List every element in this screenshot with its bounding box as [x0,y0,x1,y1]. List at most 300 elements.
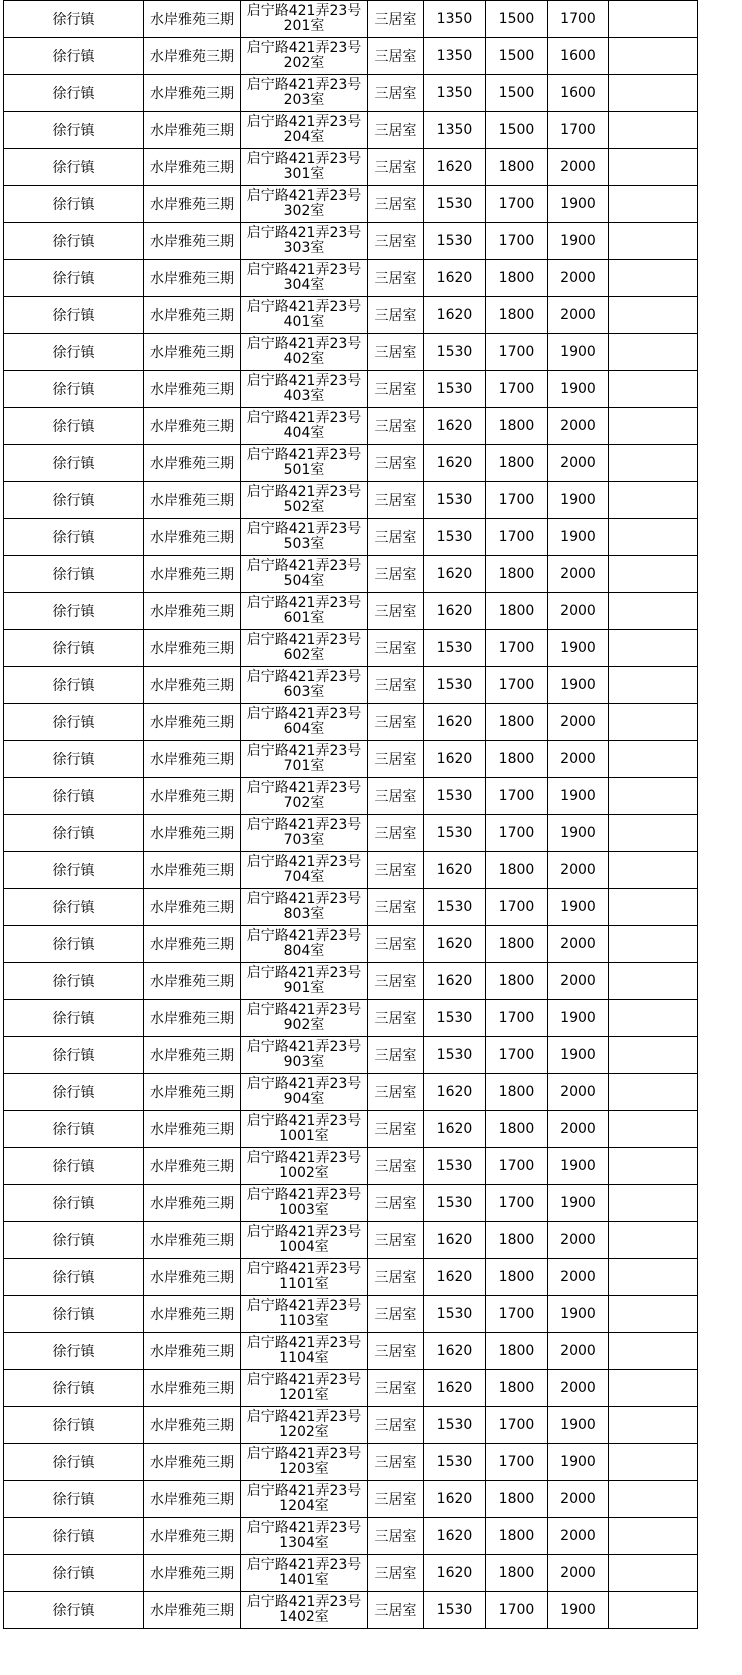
price-mid-cell: 1800 [486,926,548,963]
price-low-cell: 1530 [424,519,486,556]
address-unit: 504室 [283,573,325,589]
address-unit: 803室 [283,906,325,922]
layout-cell: 三居室 [368,260,424,297]
town-cell: 徐行镇 [4,593,144,630]
layout-cell: 三居室 [368,149,424,186]
address-unit: 904室 [283,1091,325,1107]
note-cell [609,889,698,926]
price-low-cell: 1620 [424,1333,486,1370]
price-high-cell: 2000 [548,1370,609,1407]
note-cell [609,778,698,815]
price-low-cell: 1620 [424,149,486,186]
address-unit: 304室 [283,277,325,293]
layout-cell: 三居室 [368,926,424,963]
address-cell [241,1037,368,1074]
estate-cell: 水岸雅苑三期 [144,1370,241,1407]
address-unit: 1001室 [279,1128,329,1144]
price-mid-cell: 1700 [486,186,548,223]
town-cell: 徐行镇 [4,1148,144,1185]
address-unit: 501室 [283,462,325,478]
price-low-cell: 1620 [424,1111,486,1148]
note-cell [609,1222,698,1259]
address-street: 启宁路421弄23号 [246,706,362,722]
price-low-cell: 1530 [424,334,486,371]
price-low-cell: 1350 [424,75,486,112]
price-high-cell: 2000 [548,704,609,741]
layout-cell: 三居室 [368,482,424,519]
address-cell [241,704,368,741]
address-street: 启宁路421弄23号 [246,1446,362,1462]
address-unit: 1304室 [279,1535,329,1551]
price-high-cell: 1600 [548,38,609,75]
layout-cell: 三居室 [368,815,424,852]
note-cell [609,1185,698,1222]
table-row [4,1518,698,1555]
table-row [4,778,698,815]
price-high-cell: 1900 [548,1000,609,1037]
layout-cell: 三居室 [368,556,424,593]
price-low-cell: 1620 [424,1481,486,1518]
estate-cell: 水岸雅苑三期 [144,1259,241,1296]
table-row [4,889,698,926]
table-row [4,1222,698,1259]
note-cell [609,1259,698,1296]
town-cell: 徐行镇 [4,1111,144,1148]
price-high-cell: 1900 [548,1296,609,1333]
address-unit: 502室 [283,499,325,515]
price-mid-cell: 1700 [486,1407,548,1444]
price-high-cell: 2000 [548,963,609,1000]
town-cell: 徐行镇 [4,852,144,889]
note-cell [609,1148,698,1185]
address-street: 启宁路421弄23号 [246,3,362,19]
address-cell [241,186,368,223]
town-cell: 徐行镇 [4,371,144,408]
price-high-cell: 2000 [548,1518,609,1555]
estate-cell: 水岸雅苑三期 [144,1148,241,1185]
estate-cell: 水岸雅苑三期 [144,334,241,371]
estate-cell: 水岸雅苑三期 [144,371,241,408]
price-low-cell: 1620 [424,926,486,963]
estate-cell: 水岸雅苑三期 [144,1074,241,1111]
address-unit: 704室 [283,869,325,885]
address-unit: 1004室 [279,1239,329,1255]
table-row [4,1,698,38]
town-cell: 徐行镇 [4,445,144,482]
address-cell [241,519,368,556]
address-cell [241,1185,368,1222]
town-cell: 徐行镇 [4,1,144,38]
address-street: 启宁路421弄23号 [246,1335,362,1351]
note-cell [609,667,698,704]
town-cell: 徐行镇 [4,778,144,815]
address-unit: 401室 [283,314,325,330]
address-cell [241,260,368,297]
town-cell: 徐行镇 [4,1592,144,1629]
estate-cell: 水岸雅苑三期 [144,445,241,482]
address-unit: 1101室 [279,1276,329,1292]
address-unit: 902室 [283,1017,325,1033]
estate-cell: 水岸雅苑三期 [144,519,241,556]
note-cell [609,1407,698,1444]
address-street: 启宁路421弄23号 [246,780,362,796]
town-cell: 徐行镇 [4,408,144,445]
price-mid-cell: 1800 [486,1518,548,1555]
price-high-cell: 1900 [548,1592,609,1629]
town-cell: 徐行镇 [4,1259,144,1296]
address-street: 启宁路421弄23号 [246,447,362,463]
town-cell: 徐行镇 [4,1185,144,1222]
price-low-cell: 1530 [424,630,486,667]
address-unit: 1003室 [279,1202,329,1218]
price-low-cell: 1620 [424,408,486,445]
price-low-cell: 1620 [424,1370,486,1407]
address-cell [241,1222,368,1259]
price-mid-cell: 1800 [486,297,548,334]
estate-cell: 水岸雅苑三期 [144,1333,241,1370]
note-cell [609,223,698,260]
address-street: 启宁路421弄23号 [246,595,362,611]
table-row [4,1407,698,1444]
layout-cell: 三居室 [368,334,424,371]
address-cell [241,1074,368,1111]
address-street: 启宁路421弄23号 [246,558,362,574]
note-cell [609,112,698,149]
price-high-cell: 1600 [548,75,609,112]
price-high-cell: 2000 [548,852,609,889]
price-mid-cell: 1700 [486,519,548,556]
price-mid-cell: 1700 [486,482,548,519]
address-unit: 1402室 [279,1609,329,1625]
note-cell [609,1481,698,1518]
address-unit: 201室 [283,18,325,34]
estate-cell: 水岸雅苑三期 [144,667,241,704]
address-unit: 804室 [283,943,325,959]
table-row [4,482,698,519]
note-cell [609,1555,698,1592]
estate-cell: 水岸雅苑三期 [144,630,241,667]
address-cell [241,667,368,704]
town-cell: 徐行镇 [4,186,144,223]
table-row [4,1111,698,1148]
price-mid-cell: 1700 [486,1148,548,1185]
address-unit: 302室 [283,203,325,219]
note-cell [609,556,698,593]
table-row [4,1555,698,1592]
price-high-cell: 1900 [548,1037,609,1074]
price-mid-cell: 1500 [486,112,548,149]
estate-cell: 水岸雅苑三期 [144,926,241,963]
estate-cell: 水岸雅苑三期 [144,149,241,186]
town-cell: 徐行镇 [4,334,144,371]
price-high-cell: 1900 [548,630,609,667]
note-cell [609,704,698,741]
price-high-cell: 1900 [548,1148,609,1185]
estate-cell: 水岸雅苑三期 [144,1407,241,1444]
price-mid-cell: 1700 [486,1444,548,1481]
layout-cell: 三居室 [368,630,424,667]
price-low-cell: 1530 [424,1185,486,1222]
layout-cell: 三居室 [368,1185,424,1222]
layout-cell: 三居室 [368,186,424,223]
layout-cell: 三居室 [368,223,424,260]
layout-cell: 三居室 [368,297,424,334]
estate-cell: 水岸雅苑三期 [144,1185,241,1222]
layout-cell: 三居室 [368,1222,424,1259]
address-street: 启宁路421弄23号 [246,188,362,204]
table-row [4,408,698,445]
address-unit: 603室 [283,684,325,700]
address-unit: 602室 [283,647,325,663]
address-cell [241,556,368,593]
address-cell [241,1444,368,1481]
estate-cell: 水岸雅苑三期 [144,1444,241,1481]
note-cell [609,408,698,445]
price-low-cell: 1620 [424,1518,486,1555]
town-cell: 徐行镇 [4,667,144,704]
estate-cell: 水岸雅苑三期 [144,1518,241,1555]
estate-cell: 水岸雅苑三期 [144,1481,241,1518]
price-mid-cell: 1700 [486,1000,548,1037]
note-cell [609,260,698,297]
address-street: 启宁路421弄23号 [246,669,362,685]
address-cell [241,1259,368,1296]
price-low-cell: 1620 [424,741,486,778]
town-cell: 徐行镇 [4,38,144,75]
price-mid-cell: 1500 [486,1,548,38]
table-row [4,593,698,630]
address-cell [241,1111,368,1148]
price-table [3,0,698,1629]
note-cell [609,371,698,408]
price-mid-cell: 1500 [486,38,548,75]
layout-cell: 三居室 [368,1370,424,1407]
address-cell [241,482,368,519]
price-mid-cell: 1700 [486,1037,548,1074]
town-cell: 徐行镇 [4,1518,144,1555]
note-cell [609,1296,698,1333]
address-street: 启宁路421弄23号 [246,1520,362,1536]
address-unit: 601室 [283,610,325,626]
price-low-cell: 1620 [424,593,486,630]
note-cell [609,630,698,667]
address-street: 启宁路421弄23号 [246,1298,362,1314]
town-cell: 徐行镇 [4,1037,144,1074]
layout-cell: 三居室 [368,1148,424,1185]
price-mid-cell: 1700 [486,334,548,371]
layout-cell: 三居室 [368,778,424,815]
price-high-cell: 1700 [548,1,609,38]
note-cell [609,1518,698,1555]
table-row [4,445,698,482]
address-unit: 404室 [283,425,325,441]
layout-cell: 三居室 [368,408,424,445]
price-mid-cell: 1800 [486,1259,548,1296]
price-high-cell: 1900 [548,778,609,815]
address-street: 启宁路421弄23号 [246,521,362,537]
address-street: 启宁路421弄23号 [246,1261,362,1277]
price-high-cell: 2000 [548,1333,609,1370]
estate-cell: 水岸雅苑三期 [144,1,241,38]
price-mid-cell: 1700 [486,889,548,926]
estate-cell: 水岸雅苑三期 [144,704,241,741]
table-row [4,223,698,260]
price-high-cell: 2000 [548,445,609,482]
note-cell [609,1444,698,1481]
note-cell [609,186,698,223]
estate-cell: 水岸雅苑三期 [144,889,241,926]
layout-cell: 三居室 [368,741,424,778]
address-street: 启宁路421弄23号 [246,1150,362,1166]
address-cell [241,1592,368,1629]
town-cell: 徐行镇 [4,1296,144,1333]
note-cell [609,852,698,889]
address-cell [241,593,368,630]
table-row [4,741,698,778]
town-cell: 徐行镇 [4,1370,144,1407]
address-street: 启宁路421弄23号 [246,1372,362,1388]
address-cell [241,408,368,445]
estate-cell: 水岸雅苑三期 [144,482,241,519]
table-row [4,1148,698,1185]
address-cell [241,1148,368,1185]
address-unit: 403室 [283,388,325,404]
estate-cell: 水岸雅苑三期 [144,112,241,149]
address-street: 启宁路421弄23号 [246,114,362,130]
price-low-cell: 1530 [424,889,486,926]
price-mid-cell: 1800 [486,556,548,593]
price-low-cell: 1530 [424,1444,486,1481]
note-cell [609,445,698,482]
town-cell: 徐行镇 [4,260,144,297]
note-cell [609,297,698,334]
note-cell [609,1592,698,1629]
address-unit: 604室 [283,721,325,737]
price-low-cell: 1620 [424,1222,486,1259]
note-cell [609,38,698,75]
table-row [4,667,698,704]
price-mid-cell: 1700 [486,815,548,852]
address-unit: 903室 [283,1054,325,1070]
price-high-cell: 1900 [548,482,609,519]
layout-cell: 三居室 [368,1481,424,1518]
town-cell: 徐行镇 [4,741,144,778]
address-street: 启宁路421弄23号 [246,40,362,56]
estate-cell: 水岸雅苑三期 [144,75,241,112]
estate-cell: 水岸雅苑三期 [144,1111,241,1148]
table-row [4,371,698,408]
town-cell: 徐行镇 [4,482,144,519]
note-cell [609,149,698,186]
price-mid-cell: 1700 [486,778,548,815]
price-mid-cell: 1800 [486,1370,548,1407]
price-low-cell: 1530 [424,482,486,519]
price-low-cell: 1530 [424,667,486,704]
address-unit: 702室 [283,795,325,811]
address-unit: 1202室 [279,1424,329,1440]
estate-cell: 水岸雅苑三期 [144,556,241,593]
table-row [4,926,698,963]
layout-cell: 三居室 [368,1518,424,1555]
price-low-cell: 1620 [424,260,486,297]
note-cell [609,334,698,371]
table-row [4,149,698,186]
layout-cell: 三居室 [368,704,424,741]
table-row [4,1000,698,1037]
address-street: 启宁路421弄23号 [246,1002,362,1018]
address-street: 启宁路421弄23号 [246,1224,362,1240]
table-row [4,1444,698,1481]
address-unit: 901室 [283,980,325,996]
address-cell [241,741,368,778]
address-unit: 402室 [283,351,325,367]
price-mid-cell: 1800 [486,1555,548,1592]
price-mid-cell: 1500 [486,75,548,112]
price-mid-cell: 1700 [486,1296,548,1333]
layout-cell: 三居室 [368,1407,424,1444]
layout-cell: 三居室 [368,371,424,408]
town-cell: 徐行镇 [4,630,144,667]
price-high-cell: 2000 [548,556,609,593]
price-low-cell: 1620 [424,704,486,741]
address-unit: 303室 [283,240,325,256]
price-low-cell: 1530 [424,778,486,815]
price-low-cell: 1530 [424,223,486,260]
note-cell [609,1333,698,1370]
layout-cell: 三居室 [368,1592,424,1629]
price-mid-cell: 1800 [486,445,548,482]
layout-cell: 三居室 [368,519,424,556]
price-low-cell: 1530 [424,1296,486,1333]
price-high-cell: 1900 [548,519,609,556]
table-row [4,186,698,223]
price-low-cell: 1530 [424,1592,486,1629]
address-unit: 1103室 [279,1313,329,1329]
table-row [4,38,698,75]
layout-cell: 三居室 [368,593,424,630]
table-row [4,519,698,556]
address-cell [241,1555,368,1592]
price-mid-cell: 1800 [486,852,548,889]
price-low-cell: 1620 [424,445,486,482]
price-high-cell: 1900 [548,1444,609,1481]
address-cell [241,630,368,667]
estate-cell: 水岸雅苑三期 [144,815,241,852]
price-high-cell: 1900 [548,815,609,852]
price-high-cell: 2000 [548,741,609,778]
price-low-cell: 1620 [424,852,486,889]
address-unit: 204室 [283,129,325,145]
price-high-cell: 2000 [548,1111,609,1148]
estate-cell: 水岸雅苑三期 [144,593,241,630]
table-row [4,1296,698,1333]
price-high-cell: 1900 [548,186,609,223]
price-low-cell: 1350 [424,1,486,38]
address-cell [241,371,368,408]
town-cell: 徐行镇 [4,223,144,260]
town-cell: 徐行镇 [4,815,144,852]
address-street: 启宁路421弄23号 [246,1076,362,1092]
address-cell [241,1407,368,1444]
address-cell [241,778,368,815]
table-row [4,704,698,741]
town-cell: 徐行镇 [4,1074,144,1111]
address-street: 启宁路421弄23号 [246,1409,362,1425]
layout-cell: 三居室 [368,1333,424,1370]
price-mid-cell: 1700 [486,1592,548,1629]
note-cell [609,741,698,778]
table-row [4,630,698,667]
